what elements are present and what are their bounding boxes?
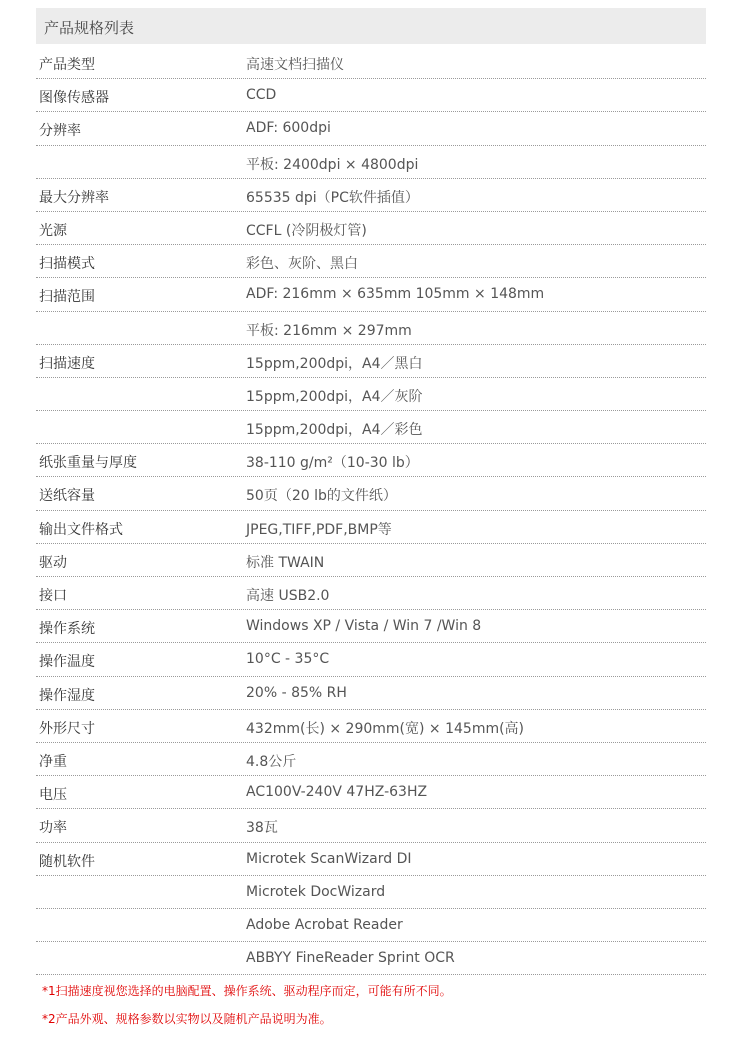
spec-value: AC100V-240V 47HZ-63HZ [246, 784, 428, 801]
spec-value: 彩色、灰阶、黑白 [246, 256, 358, 273]
spec-value: 432mm(长) × 290mm(宽) × 145mm(高) [246, 720, 525, 737]
spec-value: 高速文档扫描仪 [246, 57, 344, 73]
spec-row-light-source [36, 212, 706, 245]
spec-table [36, 46, 706, 975]
spec-value: 标准 TWAIN [246, 554, 325, 571]
spec-label: 扫描范围 [39, 289, 95, 306]
footnote-appearance: *2产品外观、规格参数以实物以及随机产品说明为准。 [42, 1012, 332, 1026]
spec-row-software [36, 843, 706, 876]
spec-row-resolution [36, 112, 706, 145]
spec-row-power [36, 809, 706, 842]
page-title: 产品规格列表 [44, 19, 135, 37]
spec-label: 功率 [39, 820, 67, 837]
spec-row-max-resolution [36, 179, 706, 212]
spec-value: 15ppm,200dpi，A4／灰阶 [246, 388, 423, 405]
spec-row-output-format [36, 511, 706, 544]
spec-row-humidity [36, 677, 706, 710]
spec-label: 扫描速度 [39, 355, 95, 372]
spec-value: Adobe Acrobat Reader [246, 916, 403, 933]
spec-label: 随机软件 [39, 853, 95, 870]
spec-label: 产品类型 [39, 57, 95, 73]
spec-row-image-sensor [36, 79, 706, 112]
spec-value: Windows XP / Vista / Win 7 /Win 8 [246, 618, 482, 635]
spec-row-paper-weight [36, 444, 706, 477]
spec-row-software-acrobat [36, 909, 706, 942]
spec-row-net-weight [36, 743, 706, 776]
spec-value: 15ppm,200dpi，A4／彩色 [246, 422, 423, 439]
spec-label: 光源 [39, 222, 67, 239]
spec-value: 高速 USB2.0 [246, 588, 330, 604]
spec-row-scan-range [36, 278, 706, 311]
spec-value: 50页（20 lb的文件纸） [246, 488, 397, 505]
spec-label: 电压 [39, 787, 67, 804]
spec-value: 38瓦 [246, 820, 278, 837]
spec-value: Microtek DocWizard [246, 883, 386, 900]
spec-row-voltage [36, 776, 706, 809]
spec-label: 操作湿度 [39, 687, 95, 704]
spec-row-interface [36, 577, 706, 610]
footnotes [42, 983, 452, 1039]
spec-label: 驱动 [39, 554, 67, 571]
spec-value: 平板: 216mm × 297mm [246, 322, 412, 339]
spec-value: 38-110 g/m²（10-30 lb） [246, 455, 419, 472]
spec-value: ADF: 600dpi [246, 120, 331, 137]
spec-label: 扫描模式 [39, 256, 95, 273]
spec-value: JPEG,TIFF,PDF,BMP等 [246, 521, 392, 538]
spec-label: 操作系统 [39, 621, 95, 638]
spec-label: 最大分辨率 [39, 189, 109, 206]
spec-row-dimensions [36, 710, 706, 743]
spec-row-product-type [36, 46, 706, 79]
footnote-scan-speed: *1扫描速度视您选择的电脑配置、操作系统、驱动程序而定，可能有所不同。 [42, 984, 452, 998]
spec-row-os [36, 610, 706, 643]
spec-label: 输出文件格式 [39, 521, 123, 538]
spec-label: 分辨率 [39, 123, 81, 140]
spec-value: 65535 dpi（PC软件插值） [246, 189, 419, 206]
spec-value: 4.8公斤 [246, 753, 297, 770]
spec-row-software-docwizard [36, 876, 706, 909]
spec-label: 纸张重量与厚度 [39, 455, 137, 472]
spec-value: CCD [246, 87, 277, 104]
spec-header-bar [36, 8, 706, 44]
spec-label: 送纸容量 [39, 488, 95, 505]
spec-row-resolution-flatbed [36, 146, 706, 179]
spec-value: 平板: 2400dpi × 4800dpi [246, 156, 419, 173]
spec-value: 20% - 85% RH [246, 684, 347, 701]
spec-label: 接口 [39, 588, 67, 604]
spec-label: 外形尺寸 [39, 720, 95, 737]
spec-row-scan-speed-gray [36, 378, 706, 411]
spec-value: CCFL (冷阴极灯管) [246, 222, 367, 239]
spec-label: 净重 [39, 753, 67, 770]
spec-row-driver [36, 544, 706, 577]
spec-value: Microtek ScanWizard DI [246, 850, 412, 867]
spec-label: 图像传感器 [39, 90, 109, 107]
spec-row-software-ocr [36, 942, 706, 975]
spec-label: 操作温度 [39, 654, 95, 671]
spec-row-scan-range-flatbed [36, 312, 706, 345]
spec-row-temperature [36, 643, 706, 676]
spec-row-scan-mode [36, 245, 706, 278]
spec-value: 15ppm,200dpi，A4／黑白 [246, 355, 423, 372]
spec-row-scan-speed [36, 345, 706, 378]
spec-row-feed-capacity [36, 477, 706, 510]
spec-value: ABBYY FineReader Sprint OCR [246, 950, 455, 967]
spec-row-scan-speed-color [36, 411, 706, 444]
spec-value: ADF: 216mm × 635mm 105mm × 148mm [246, 286, 545, 303]
spec-value: 10°C - 35°C [246, 651, 330, 668]
